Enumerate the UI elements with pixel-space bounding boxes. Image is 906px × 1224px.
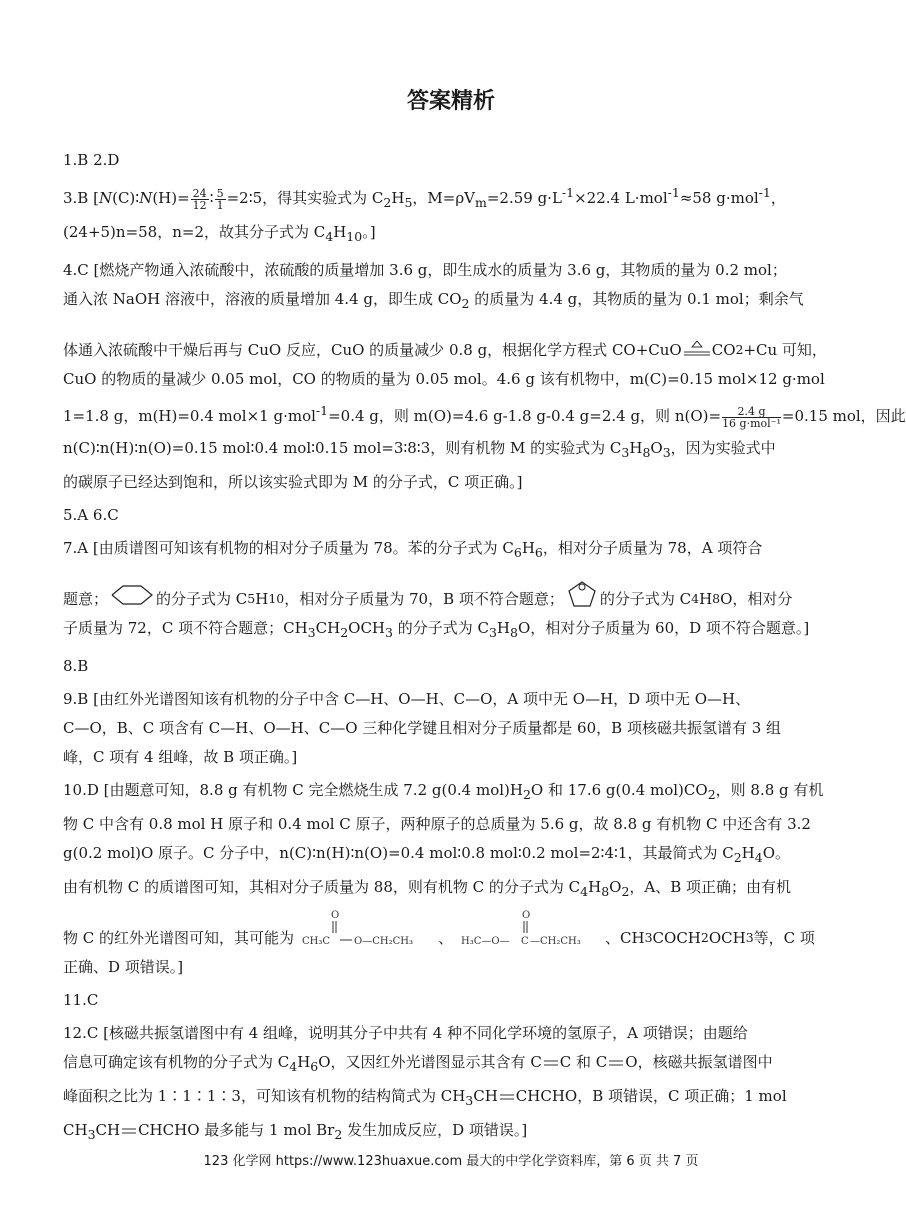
answer-12: 12.C [核磁共振氢谱图中有 4 组峰，说明其分子中共有 4 种不同化学环境的氢原子，A 项错误；由题给 信息可确定该有机物的分子式为 $C_4H_6O$，又因红外光谱图显示其含有 C C 和 C O，核磁共振氢谱图中 峰面积之比为 1∶1∶1∶3，可知该有机物的结构简式为 $CH_3CH$ CHCHO，B 项错误，C 项正确；1 mol $CH_3CH$ CHCHO 最多能与 1 mol $Br_2$ 发生加成反应，D 项错误。] xyxy=(63,1024,787,1142)
double-bond-icon xyxy=(608,1057,624,1069)
answer-3: 3.B [N(C)∶N(H)= $\frac{24}{12}$ ∶ $\frac{5}{1}$ =2∶5，得其实验式为 $C_2H_5$，$M=\rho V_m=2.59$ $g\cdot L^{-1}\times 22.4$ L·mol$^{-1}$≈58 g·mol$^{-1}$， (24+5)n=58，n=2，故其分子式为 $C_4H_{10}$。] xyxy=(63,185,786,244)
fraction-mass-over-molar-mass: $\frac{2.4 g}{\text{16 g·mol⁻¹}}$ xyxy=(722,404,781,430)
double-bond-icon xyxy=(499,1091,515,1103)
page-footer: 123 化学网 https://www.123huaxue.com 最大的中学化学资料库，第 6 页 共 7 页 xyxy=(203,1154,699,1169)
answer-4: 4.C [燃烧产物通入浓硫酸中，浓硫酸的质量增加 3.6 g，即生成水的质量为 3.6 g，其物质的量为 0.2 mol； 通入浓 NaOH 溶液中，溶液的质量增加 4.4 g，即生成 $CO_2$ 的质量为 4.4 g，其物质的量为 0.1 mol；剩余气 体通入浓硫酸中干燥后再与 CuO 反应，CuO 的质量减少 0.8 g，根据化学方程式 CO+CuO CO 2 +Cu 可知， CuO 的物质的量减少 0.05 mol，CO 的物质的量为 0.05 mol。4.6 g 该有机物中，m(C)=0.15 mol×12 g·mol 1=1.8 g，m(H)=0.4 mol×1 g·mol$^{-1}$=0.4 g，则 m(O)=4.6 g-1.8 g-0.4 g=2.4 g，则 n(O)= $\frac{2.4 g}{\text{16 g·mol⁻¹}}$ =0.15 mol，因此 n(C)∶n(H)∶n(O)=0.15 mol∶0.4 mol∶0.15 mol=3∶8∶3，则有机物 M 的实验式为 $C_3H_8O_3$，因为实验式中 的碳原子已经达到饱和，所以该实验式即为 M 的分子式，C 项正确。] xyxy=(63,261,906,491)
double-bond-icon xyxy=(121,1125,137,1137)
fraction-24-12: $\frac{24}{12}$ xyxy=(192,186,207,212)
carbonyl-oxygen-label: O xyxy=(522,910,531,921)
answer-7: 7.A [由质谱图可知该有机物的相对分子质量为 78。苯的分子式为 $C_6H_6$，相对分子质量为 78，A 项符合 题意； 的分子式为 C 5 H 10 ，相对分子质量为 70，B 项不符合题意； 的分子式为 C 4 H 8 O，相对分 子质量为 72，C 项不符合题意；$CH_3CH_2OCH_3$ 的分子式为 $C_3H_8O$，相对分子质量为 60，D 项不符合题意。] xyxy=(63,539,810,640)
carbonyl-oxygen-label: O xyxy=(331,910,340,921)
structure-right-group: O—CH₂CH₃ xyxy=(354,936,413,947)
answer-content xyxy=(63,150,906,1145)
structure-left-group: CH₃C xyxy=(302,936,331,947)
methyl-propanoate-structure-icon xyxy=(461,908,597,948)
structure-carbonyl-carbon: C xyxy=(521,936,529,947)
cyclopentane-chain-structure-icon xyxy=(110,583,154,609)
double-bond-icon xyxy=(543,1057,559,1069)
structure-right-group: —CH₂CH₃ xyxy=(530,936,581,947)
answer-10: 10.D [由题意可知，8.8 g 有机物 C 完全燃烧生成 7.2 g(0.4 $mol)H_2O$ 和 17.6 g(0.4 $mol)CO_2$，则 8.8 g 有机 物 C 中含有 0.8 mol H 原子和 0.4 mol C 原子，两种原子的总质量为 5.6 g，故 8.8 g 有机物 C 中还含有 3.2 g(0.2 mol)O 原子。C 分子中，n(C)∶n(H)∶n(O)=0.4 mol∶0.8 mol∶0.2 mol=2∶4∶1，其最简式为 $C_2H_4O$。 由有机物 C 的质谱图可知，其相对分子质量为 88，则有机物 C 的分子式为 $C_4H_8O_2$，A、B 项正确；由有机 物 C 的红外光谱图可知，其可能为 O CH₃C O—CH₂CH₃ 、 O H₃C—O— C —CH₂CH₃ 、CH 3 COCH 2 OCH 3 等，C 项 正确、D 项错误。] xyxy=(63,781,824,976)
tetrahydrofuran-ring-icon xyxy=(566,579,598,609)
structure-left-group: H₃C—O— xyxy=(461,936,510,947)
ethyl-acetate-structure-icon xyxy=(302,908,430,948)
page-title: 答案精析 xyxy=(406,89,495,114)
answer-1-2: 1.B 2.D xyxy=(63,151,120,169)
fraction-5-1: $\frac{5}{1}$ xyxy=(216,186,224,212)
answer-9: 9.B [由红外光谱图知该有机物的分子中含 C—H、O—H、C—O，A 项中无 O—H，D 项中无 O—H、 C—O，B、C 项含有 C—H、O—H、C—O 三种化学键且相对分子质量都是 60，B 项核磁共振氢谱有 3 组 峰，C 项有 4 组峰，故 B 项正确。] xyxy=(63,690,782,766)
heating-equals-icon xyxy=(683,340,711,360)
answer-8: 8.B xyxy=(63,657,89,675)
answer-11: 11.C xyxy=(63,991,99,1009)
answer-5-6: 5.A 6.C xyxy=(63,506,119,524)
